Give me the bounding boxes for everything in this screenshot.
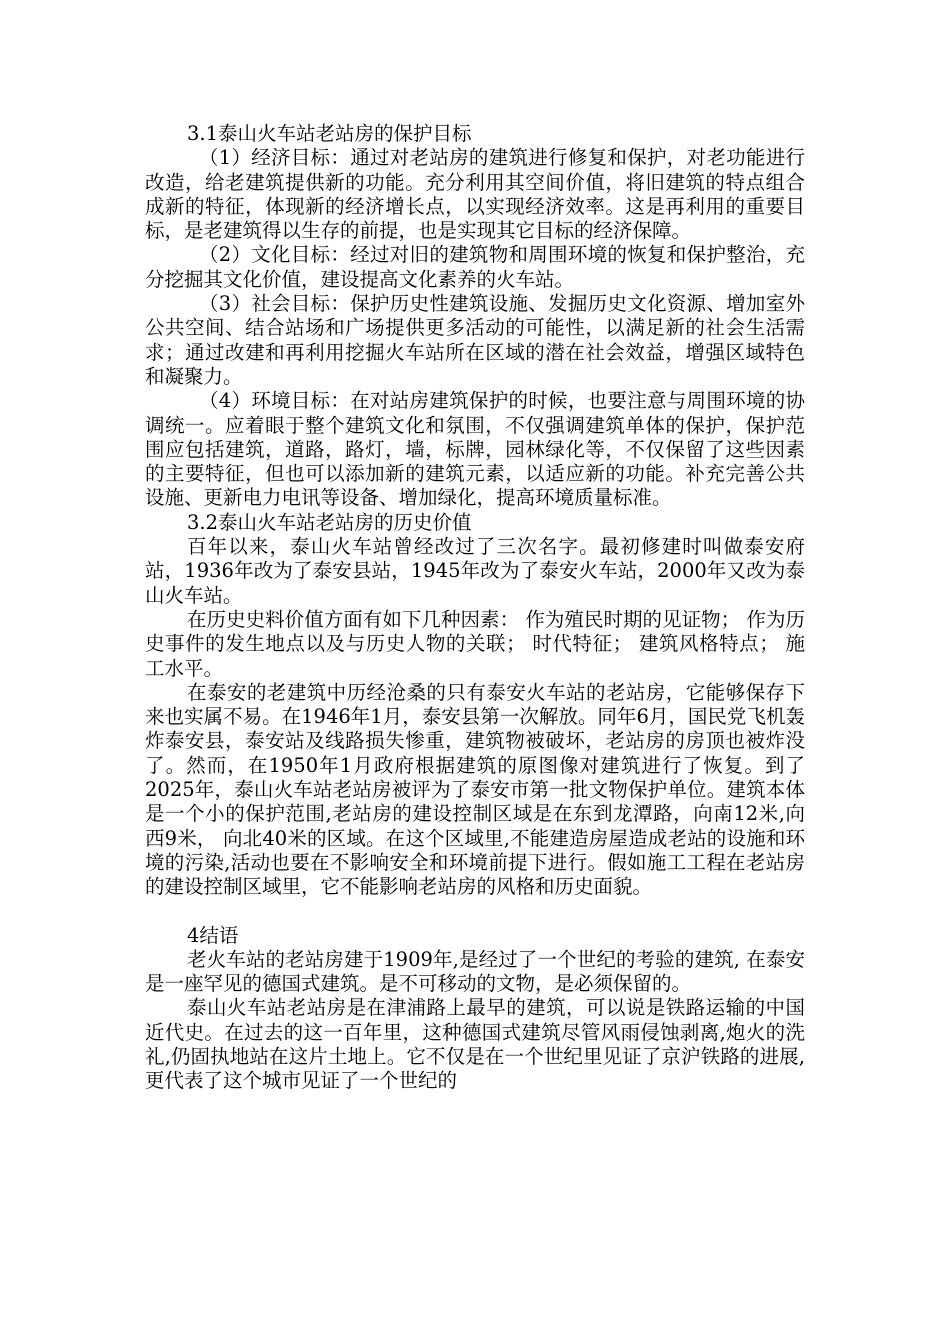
section-heading: 3.2泰山火车站老站房的历史价值 — [187, 510, 472, 534]
section-heading: 4结语 — [187, 923, 239, 947]
paragraph-station-names: 百年以来，泰山火车站曾经改过了三次名字。最初修建时叫做泰安府站，1936年改为了泰安县站，1945年改为了泰安火车站，2000年又改为泰山火车站。 — [145, 535, 805, 607]
paragraph-conclusion-2: 泰山火车站老站房是在津浦路上最早的建筑，可以说是铁路运输的中国近代史。在过去的这一百年里，这种德国式建筑尽管风雨侵蚀剥离,炮火的洗礼,仍固执地站在这片土地上。它不仅是在一个世纪里见证了京沪铁路的进展,更代表了这个城市见证了一个世纪的 — [145, 996, 805, 1093]
section-4 — [145, 924, 805, 1094]
document-page — [145, 122, 805, 1094]
section-3-1 — [145, 122, 805, 511]
section-3-2 — [145, 511, 805, 900]
paragraph-station-history: 在泰安的老建筑中历经沧桑的只有泰安火车站的老站房，它能够保存下来也实属不易。在1946年1月，泰安县第一次解放。同年6月，国民党飞机轰炸泰安县，泰安站及线路损失惨重，建筑物被破坏，老站房的房顶也被炸没了。然而，在1950年1月政府根据建筑的原图像对建筑进行了恢复。到了2025年，泰山火车站老站房被评为了泰安市第一批文物保护单位。建筑本体是一个小的保护范围,老站房的建设控制区域是在东到龙潭路，向南12米,向西9米， 向北40米的区域。在这个区域里,不能建造房屋造成老站的设施和环境的污染,活动也要在不影响安全和环境前提下进行。假如施工工程在老站房的建设控制区域里，它不能影响老站房的风格和历史面貌。 — [145, 680, 805, 899]
paragraph-historical-factors: 在历史史料价值方面有如下几种因素： 作为殖民时期的见证物； 作为历史事件的发生地点以及与历史人物的关联； 时代特征； 建筑风格特点； 施工水平。 — [145, 607, 805, 680]
section-heading: 3.1泰山火车站老站房的保护目标 — [187, 122, 472, 145]
section-spacer — [145, 900, 805, 924]
paragraph-conclusion-1: 老火车站的老站房建于1909年,是经过了一个世纪的考验的建筑, 在泰安是一座罕见的德国式建筑。是不可移动的文物，是必须保留的。 — [145, 947, 805, 996]
paragraph-economic-goal: （1）经济目标：通过对老站房的建筑进行修复和保护，对老功能进行改造，给老建筑提供新的功能。充分利用其空间价值，将旧建筑的特点组合成新的特征，体现新的经济增长点，以实现经济效率。这是再利用的重要目标，是老建筑得以生存的前提，也是实现其它目标的经济保障。 — [145, 146, 805, 243]
paragraph-social-goal: （3）社会目标：保护历史性建筑设施、发掘历史文化资源、增加室外公共空间、结合站场和广场提供更多活动的可能性，以满足新的社会生活需求；通过改建和再利用挖掘火车站所在区域的潜在社会效益，增强区域特色和凝聚力。 — [145, 292, 805, 388]
paragraph-environmental-goal: （4）环境目标：在对站房建筑保护的时候，也要注意与周围环境的协调统一。应着眼于整个建筑文化和氛围，不仅强调建筑单体的保护，保护范围应包括建筑，道路，路灯，墙，标牌，园林绿化等，不仅保留了这些因素的主要特征，但也可以添加新的建筑元素，以适应新的功能。补充完善公共设施、更新电力电讯等设备、增加绿化，提高环境质量标准。 — [145, 389, 805, 510]
paragraph-cultural-goal: （2）文化目标：经过对旧的建筑物和周围环境的恢复和保护整治，充分挖掘其文化价值，建设提高文化素养的火车站。 — [145, 243, 805, 291]
